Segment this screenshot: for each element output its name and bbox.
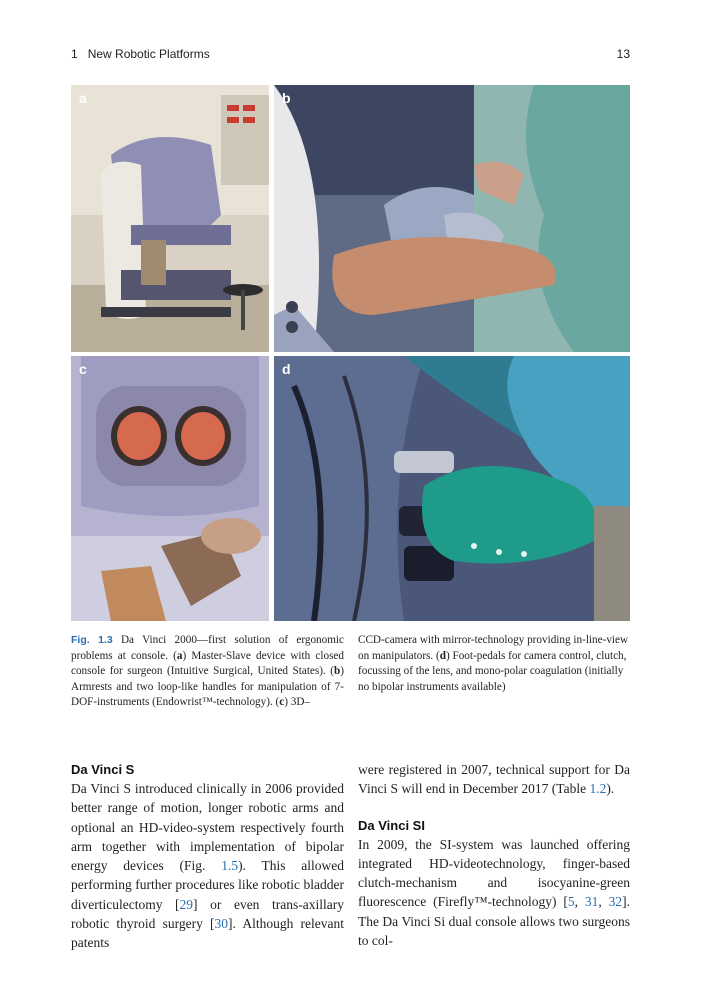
chapter-title: New Robotic Platforms [87,47,210,61]
caption-text: CCD-camera with mirror-technology providing in-line-view on manipulators. ( [358,634,629,662]
body-text: , [598,894,609,910]
body-text: were registered in 2007, technical support for Da Vinci S will end in December 2017 (Table [358,762,630,797]
chapter-number: 1 [71,47,78,61]
body-paragraph [358,835,630,951]
page-number: 13 [616,47,630,61]
caption-text: ) 3D– [284,696,311,709]
panel-label-d: d [282,361,291,377]
citation-link[interactable]: 31 [584,894,599,910]
figure-panel-b [274,85,630,352]
viewer-photo [71,356,269,621]
figure-panel-a [71,85,269,352]
body-column-left [71,760,344,953]
figure-caption-left [71,633,344,711]
body-column-right [358,760,630,950]
panel-label-b: b [282,90,291,106]
caption-key-a: a [176,649,183,662]
body-text: ]. The Da Vinci Si dual console allows two surgeons to col- [358,894,631,949]
citation-link[interactable]: 30 [214,916,229,932]
section-gap [358,799,630,816]
panel-label-c: c [79,361,87,377]
citation-link[interactable]: 5 [567,894,575,910]
body-text: ). This allowed performing further procedures like robotic bladder diverticulectomy [ [71,858,344,912]
citation-link[interactable]: 32 [608,894,623,910]
panel-label-a: a [79,90,87,106]
figure-panel-c [71,356,269,621]
console-photo [71,85,269,352]
caption-text: ) Armrests and two loop-like handles for manipulation of 7-DOF-instruments (Endowrist™-technology). ( [71,665,344,709]
table-link[interactable]: 1.2 [589,781,607,797]
body-text: ]. Although relevant patents [71,916,344,951]
body-text: ] or even trans-axillary robotic thyroid surgery [ [71,896,344,932]
figure-panel-d [274,356,630,621]
figure-link[interactable]: 1.5 [221,858,239,874]
pedals-photo [274,356,630,621]
running-header [71,47,210,61]
body-paragraph [71,779,344,953]
caption-key-b: b [334,665,341,678]
section-heading-davinci-s: Da Vinci S [71,762,135,777]
figure-caption-right [358,633,630,695]
caption-text: ) Master-Slave device with closed console for surgeon (Intuitive Surgical, United States). ( [71,649,344,678]
section-heading-davinci-si: Da Vinci SI [358,817,425,833]
figure-label: Fig. 1.3 [71,634,113,646]
citation-link[interactable]: 29 [179,896,194,912]
body-text: ). [606,781,615,797]
body-text: , [574,894,585,910]
caption-text: Da Vinci 2000—first solution of ergonomic problems at console. ( [71,634,345,662]
caption-text: ) Foot-pedals for camera control, clutch, focussing of the lens, and mono-polar coagulation (initially no bipolar instruments available) [358,649,627,693]
body-text: In 2009, the SI-system was launched offering integrated HD-videotechnology, finger-based clutch-mechanism and isocyanine-green fluorescence (Firefly™-technology) [ [358,836,630,910]
caption-key-c: c [279,696,285,709]
body-paragraph [358,760,630,799]
hands-photo [274,85,630,352]
body-text: Da Vinci S introduced clinically in 2006 provided better range of motion, longer robotic arms and optional an HD-video-system respectively fourth arm together with implementation of bipolar energy devices (Fig. [71,781,344,874]
caption-key-d: d [439,649,446,662]
